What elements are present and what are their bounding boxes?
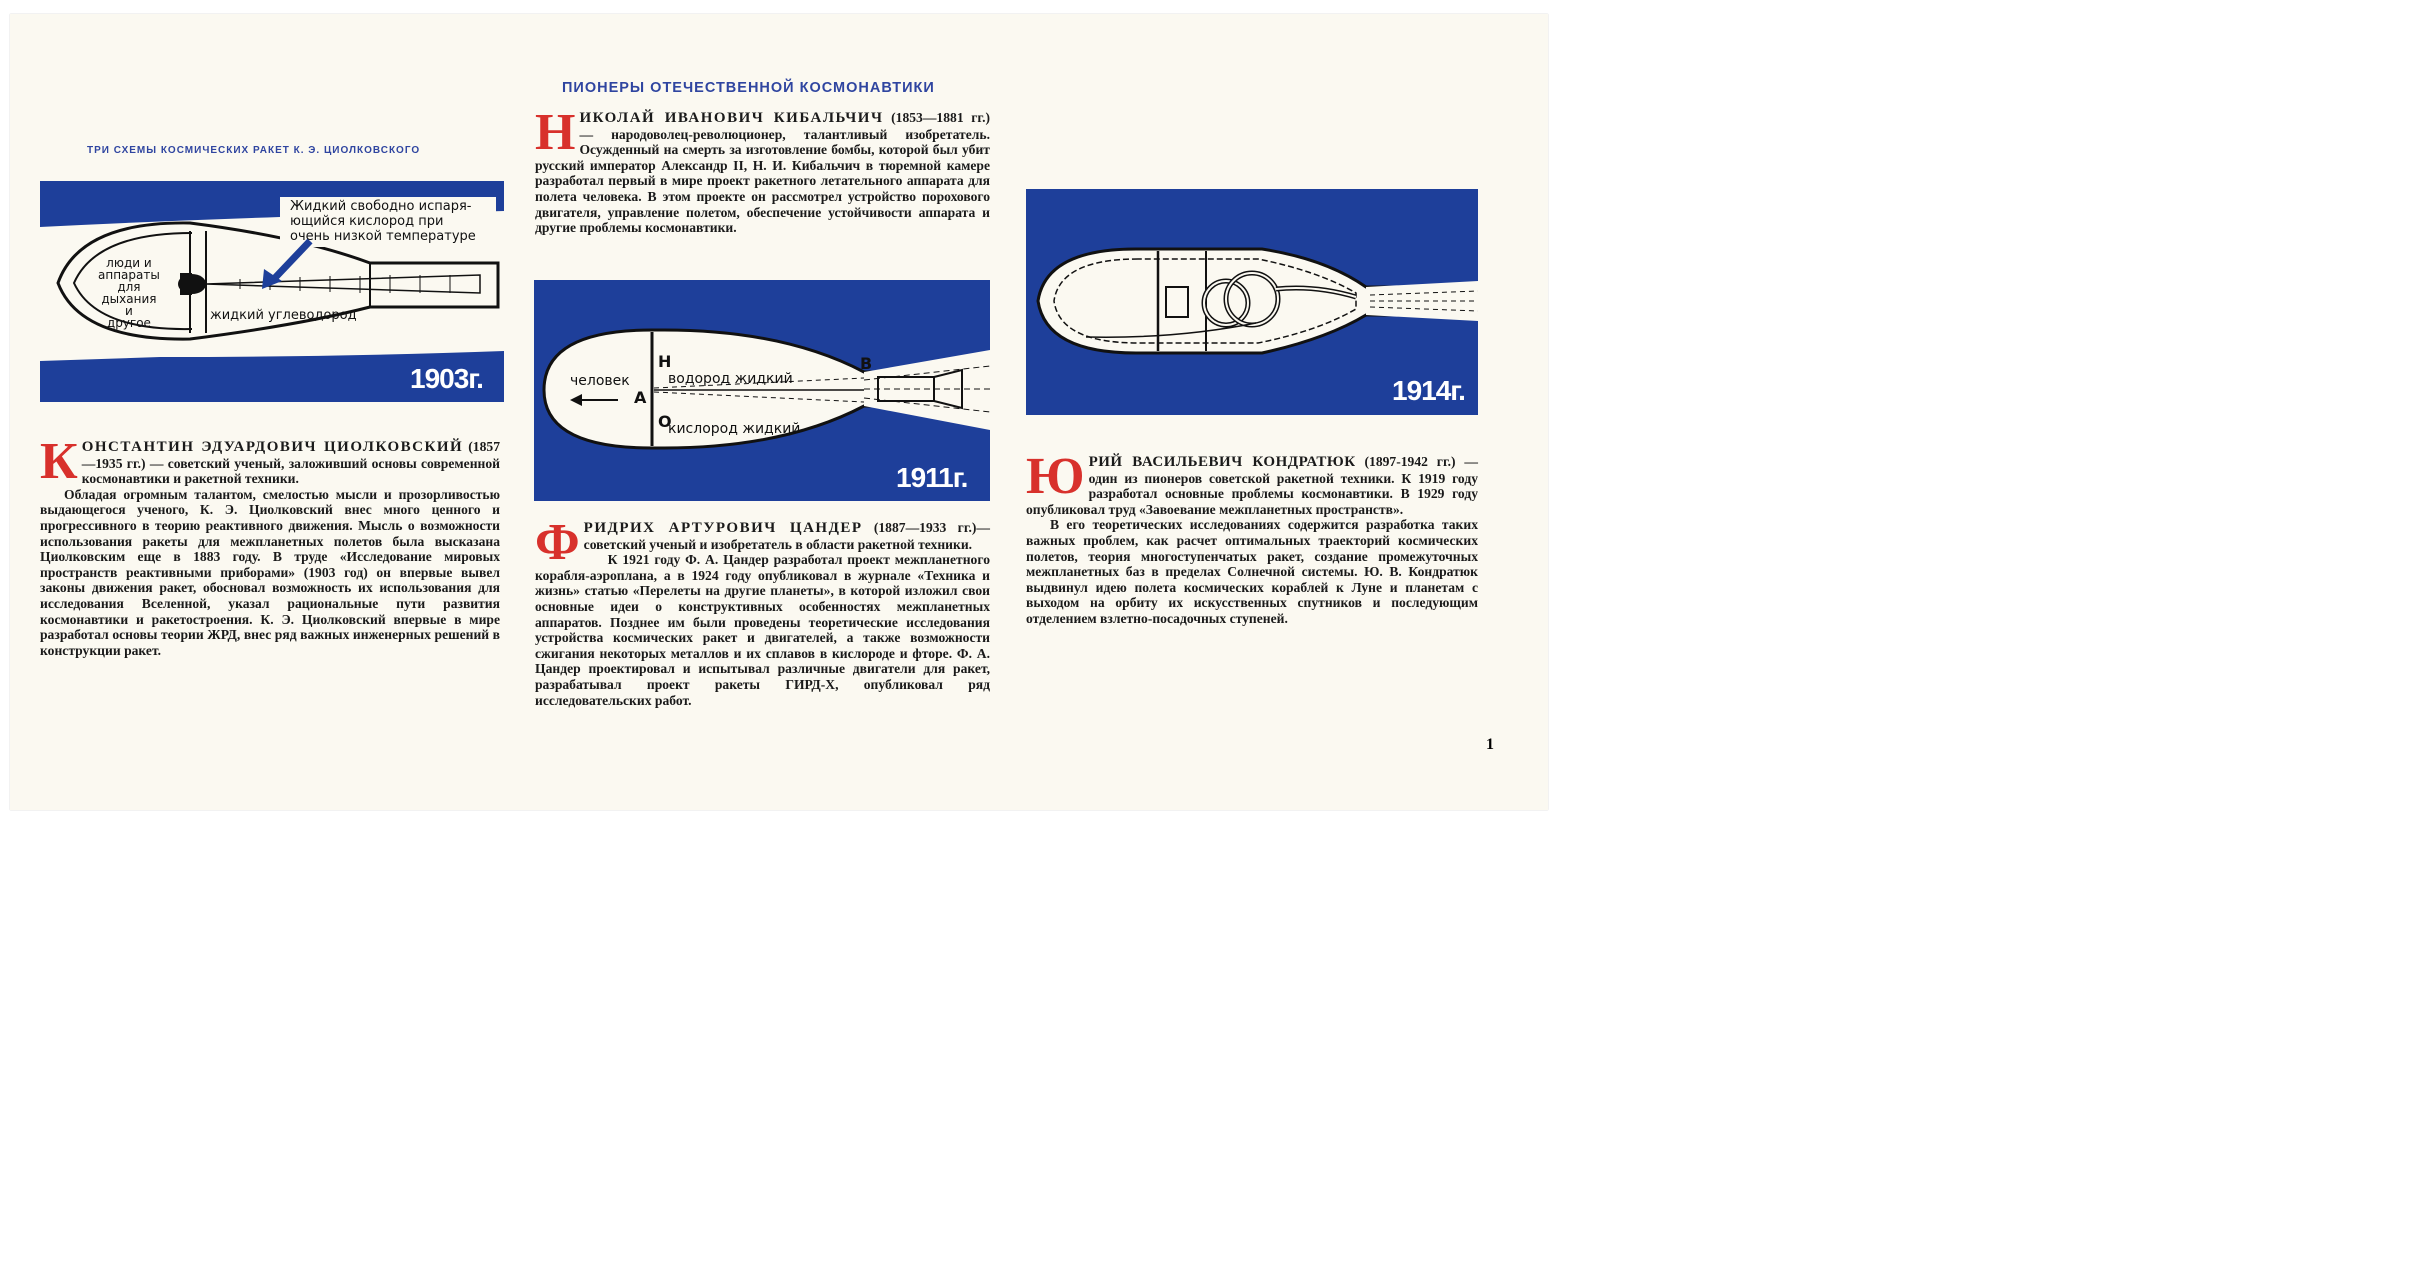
- tsiolkovsky-body: Обладая огромным талантом, смелостью мысли и прозорливостью выдающегося ученого, К. Э. Циолковский внес много ценного и прогрессивного в теорию реактивного движения. Мысль о возможности использования ракеты для межпланетных полетов была высказана Циолковским еще в 1883 году. В труде «Исследование мировых пространств реактивными приборами» (1903 год) он впервые вывел законы движения ракет, обосновал возможность их использования для исследования Вселенной, указал рациональные пути развития космонавтики и ракетостроения. К. Э. Циолковский впервые в мире разработал основы теории ЖРД, внес ряд важных инженерных решений в конструкции ракет.: [40, 486, 500, 658]
- label-liquid-hydrocarbon: жидкий углеводород: [210, 308, 357, 323]
- label-o: О: [658, 412, 672, 431]
- dropcap-f: Ф: [535, 514, 580, 571]
- year-1903: 1903г.: [410, 363, 483, 394]
- tsiolkovsky-intro: (1857—1935 гг.) — советский ученый, заложивший основы современной космонавтики и ракетной техники.: [81, 439, 500, 487]
- tsander-heading: РИДРИХ АРТУРОВИЧ ЦАНДЕР: [583, 520, 863, 536]
- tsander-article: [535, 514, 990, 708]
- year-1914: 1914г.: [1392, 375, 1465, 406]
- page-sheet: [10, 14, 1548, 810]
- dropcap-yu: Ю: [1026, 448, 1085, 505]
- kibalchich-heading: ИКОЛАЙ ИВАНОВИЧ КИБАЛЬЧИЧ: [579, 110, 884, 126]
- kondratyuk-body: В его теоретических исследованиях содержится разработка таких важных проблем, как расчет оптимальных траекторий космических полетов, теория многоступенчатых ракет, создание промежуточных межпланетных баз в пределах Солнечной системы. Ю. В. Кондратюк выдвинул идею полета космических кораблей к Луне и планетам с выходом на орбиту их искусственных спутников и последующим отделением взлетно-посадочных ступеней.: [1026, 517, 1478, 626]
- dropcap-k: К: [40, 433, 78, 490]
- page-number: 1: [1486, 736, 1494, 753]
- kibalchich-body: (1853—1881 гг.) — народоволец-революционер, талантливый изобретатель. Осужденный на смерть за изготовление бомбы, которой был убит русский император Александр II, Н. И. Кибальчич в тюремной камере разработал первый в мире проект ракетного летательного аппарата для полета человека. В этом проекте он рассмотрел устройство порохового двигателя, управление полетом, обеспечение устойчивости аппарата и другие проблемы космонавтики.: [535, 110, 990, 236]
- label-liquid-oxygen: Жидкий свободно испаря- ющийся кислород при очень низкой температуре: [290, 199, 476, 244]
- tsander-intro: (1887—1933 гг.)— советский ученый и изобретатель в области ракетной техники.: [583, 520, 990, 552]
- figure-1914-panel: [1026, 189, 1478, 415]
- label-h: Н: [658, 352, 672, 371]
- label-liquid-oxygen-1911: кислород жидкий: [668, 421, 801, 437]
- figure-1903-panel: [40, 181, 504, 402]
- label-man: человек: [570, 373, 630, 389]
- tsiolkovsky-article: [40, 433, 500, 658]
- figure-1911-panel: [534, 280, 990, 501]
- label-a: А: [634, 388, 647, 407]
- kibalchich-article: [535, 104, 990, 236]
- year-1911: 1911г.: [896, 462, 968, 493]
- kondratyuk-intro: (1897-1942 гг.) — один из пионеров советской ракетной техники. К 1919 году разработал основные проблемы космонавтики. В 1929 году опубликовал труд «Завоевание межпланетных пространств».: [1026, 454, 1479, 517]
- tsander-body: К 1921 году Ф. А. Цандер разработал проект межпланетного корабля-аэроплана, а в 1924 году опубликовал в журнале «Техника и жизнь» статью «Перелеты на другие планеты», в которой изложил свои основные идеи о конструктивных особенностях межпланетных аппаратов. Позднее им были проведены теоретические исследования устройства космических ракет и двигателей, а также возможности сжигания некоторых металлов и их сплавов в кислороде и фторе. Ф. А. Цандер проектировал и испытывал различные двигатели для ракет, разрабатывал проект ракеты ГИРД-Х, опубликовал ряд исследовательских работ.: [535, 552, 990, 708]
- kondratyuk-article: [1026, 448, 1479, 627]
- page-title: ПИОНЕРЫ ОТЕЧЕСТВЕННОЙ КОСМОНАВТИКИ: [562, 80, 935, 96]
- dropcap-n: Н: [535, 104, 576, 161]
- label-b: В: [860, 354, 873, 373]
- kondratyuk-heading: РИЙ ВАСИЛЬЕВИЧ КОНДРАТЮК: [1088, 454, 1356, 470]
- schemes-caption: ТРИ СХЕМЫ КОСМИЧЕСКИХ РАКЕТ К. Э. ЦИОЛКОВСКОГО: [87, 145, 421, 156]
- tsiolkovsky-heading: ОНСТАНТИН ЭДУАРДОВИЧ ЦИОЛКОВСКИЙ: [81, 439, 464, 455]
- label-liquid-hydrogen: водород жидкий: [668, 371, 793, 387]
- label-people-apparatus: люди и аппараты для дыхания и другое: [98, 256, 160, 330]
